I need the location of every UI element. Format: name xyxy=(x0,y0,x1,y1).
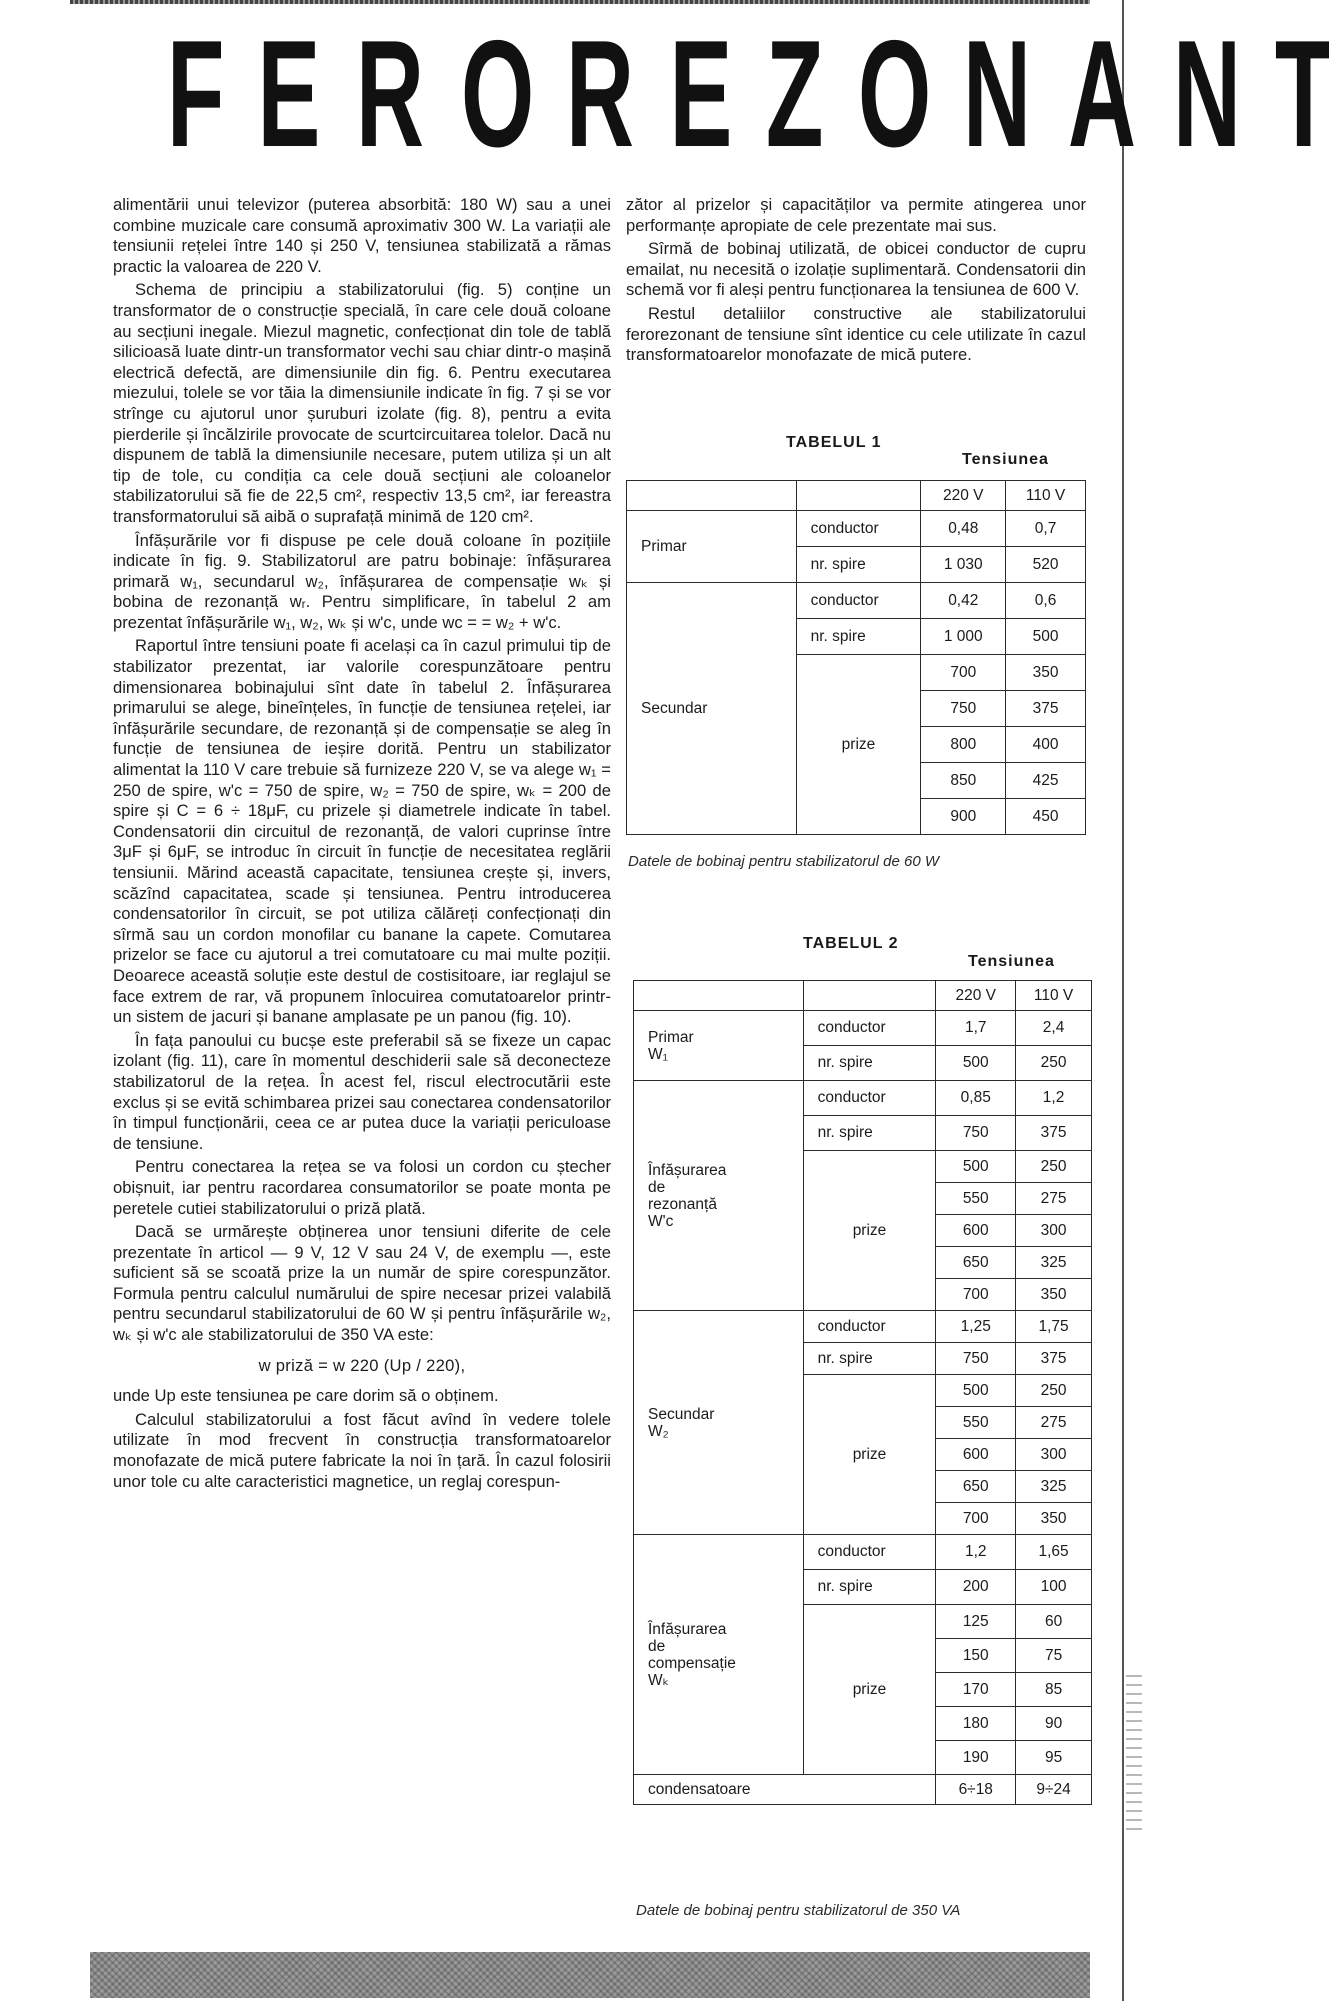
table-row xyxy=(634,1011,1092,1046)
table-cell: 190 xyxy=(936,1741,1016,1775)
row-group-compensatie xyxy=(634,1535,804,1775)
row-group-primar xyxy=(634,1011,804,1081)
title-letter: Z xyxy=(765,9,821,179)
title-letter: R xyxy=(356,9,422,179)
table-cell: 700 xyxy=(921,655,1006,691)
row-label-prize: prize xyxy=(803,1151,936,1311)
paragraph: alimentării unui televizor (puterea absorbită: 180 W) sau a unei combine muzicale care consumă aproximativ 300 W. La variații ale tensiunii rețelei între 140 și 250 V, tensiunea stabilizată a rămas practic la valoarea de 220 V. xyxy=(113,195,611,276)
table-cell: 275 xyxy=(1016,1407,1092,1439)
group-name: rezonanță xyxy=(648,1195,717,1213)
table1-caption: Datele de bobinaj pentru stabilizatorul de 60 W xyxy=(628,853,940,870)
row-label-conductor: conductor xyxy=(803,1011,936,1046)
table-cell: 450 xyxy=(1006,799,1086,835)
row-label-nr-spire: nr. spire xyxy=(803,1343,936,1375)
article-column-right xyxy=(626,195,1086,425)
title-letter: T xyxy=(1274,9,1329,179)
table-cell: 350 xyxy=(1016,1503,1092,1535)
table2 xyxy=(633,980,1092,1805)
table-cell: 1,2 xyxy=(936,1535,1016,1570)
table-row xyxy=(627,481,1086,511)
paragraph: Raportul între tensiuni poate fi același ca în cazul primului tip de stabilizator prezentat, iar valorile corespunzătoare pentru dimensionarea bobinajului sînt date în tabelul 2. Înfășurarea primarului se alege, bineînțeles, în funcție de tensiunea rețelei, iar înfășurările secundare, de rezonanță și de compensație se aleg în funcție de tensiunea de ieșire dorită. Pentru un stabilizator alimentat la 110 V care trebuie să furnizeze 220 V, se va alege w₁ = 250 de spire, w'c = 750 de spire, w₂ = 750 de spire, wₖ = 200 de spire și C = 6 ÷ 18μF, cu prizele și diametrele indicate în tabel. Condensatorii din circuitul de rezonanță, de valori cuprinse între 3μF și 6μF, se introduc în circuit în funcție de necesitatea reglării tensiunii. Mărind această capacitate, tensiunea crește și, invers, scăzînd capacitatea, scade și tensiunea. Pentru introducerea condensatorilor în circuit, se pot utiliza călăreți confecționați din sîrmă sau un cordon monofilar cu banane la capete. Comutarea prizelor se face cu ajutorul a trei comutatoare cu mai multe poziții. Deoarece această soluție este destul de costisitoare, iar reglajul se face extrem de rar, vă propunem înlocuirea comutatoarelor printr-un sistem de jacuri și banane amplasate pe un panou (fig. 10). xyxy=(113,636,611,1027)
paragraph: Schema de principiu a stabilizatorului (fig. 5) conține un transformator de o construcție specială, în care cele două coloane au secțiuni inegale. Miezul magnetic, confecționat din tole de tablă silicioasă luate dintr-un transformator vechi sau chiar dintr-o mașină electrică defectă, are dimensiunile din fig. 6. Pentru executarea miezului, tolele se vor tăia la dimensiunile indicate în fig. 7 și se vor strînge cu ajutorul unor șuruburi izolate (fig. 8), pentru a evita pierderile și încălzirile provocate de scurtcircuitarea tolelor. Dacă nu dispunem de tablă la dimensiunile necesare, putem utiliza și un alt tip de tole, cu condiția ca cele două secțiuni ale coloanelor stabilizatorului să fie de 22,5 cm², respectiv 13,5 cm², iar fereastra transformatorului să aibă o suprafață minimă de 120 cm². xyxy=(113,280,611,526)
table-cell: 900 xyxy=(921,799,1006,835)
table2-caption: Datele de bobinaj pentru stabilizatorul de 350 VA xyxy=(636,1902,961,1919)
table-cell: 200 xyxy=(936,1570,1016,1605)
table-cell: 60 xyxy=(1016,1605,1092,1639)
title-letter: E xyxy=(257,9,318,179)
table-cell: 75 xyxy=(1016,1639,1092,1673)
table-cell: 650 xyxy=(936,1471,1016,1503)
group-name: Înfășurarea xyxy=(648,1620,727,1638)
margin-marks xyxy=(1126,1670,1142,1830)
table-row xyxy=(634,1775,1092,1805)
table2-heading: Tensiunea xyxy=(968,953,1055,970)
title-letter: E xyxy=(669,9,731,179)
col-header-110v: 110 V xyxy=(1006,481,1086,511)
table-row xyxy=(634,981,1092,1011)
row-group-primar: Primar xyxy=(627,511,797,583)
table-cell: 750 xyxy=(936,1116,1016,1151)
group-name: de xyxy=(648,1178,666,1196)
table-cell: 1,2 xyxy=(1016,1081,1092,1116)
table-cell: 1,65 xyxy=(1016,1535,1092,1570)
row-label-nr-spire: nr. spire xyxy=(796,619,921,655)
table-cell: 1 030 xyxy=(921,547,1006,583)
paragraph: unde Up este tensiunea pe care dorim să o obținem. xyxy=(113,1386,499,1406)
table-cell: 750 xyxy=(936,1343,1016,1375)
group-name: de xyxy=(648,1637,666,1655)
table-cell: 350 xyxy=(1016,1279,1092,1311)
table-cell xyxy=(627,481,797,511)
row-label-condensatoare: condensatoare xyxy=(634,1775,936,1805)
table-cell: 500 xyxy=(936,1151,1016,1183)
table-cell: 9÷24 xyxy=(1016,1775,1092,1805)
table-cell xyxy=(803,981,936,1011)
row-label-prize: prize xyxy=(803,1375,936,1535)
page-title xyxy=(150,8,1329,180)
table-cell xyxy=(634,981,804,1011)
table-cell: 250 xyxy=(1016,1046,1092,1081)
row-label-nr-spire: nr. spire xyxy=(803,1570,936,1605)
table-cell: 150 xyxy=(936,1639,1016,1673)
row-group-secundar: Secundar xyxy=(627,583,797,835)
table-cell: 170 xyxy=(936,1673,1016,1707)
group-name: Primar xyxy=(648,1028,694,1046)
table-cell: 800 xyxy=(921,727,1006,763)
formula: w priză = w 220 (Up / 220), xyxy=(258,1355,466,1375)
table-row xyxy=(627,583,1086,619)
paragraph: Sîrmă de bobinaj utilizată, de obicei conductor de cupru emailat, nu necesită o izolație suplimentară. Condensatorii din schemă vor fi aleși pentru funcționarea la tensiunea de 600 V. xyxy=(626,239,1086,300)
table2-title: TABELUL 2 xyxy=(803,935,899,952)
table-cell: 180 xyxy=(936,1707,1016,1741)
table-cell: 600 xyxy=(936,1439,1016,1471)
row-label-nr-spire: nr. spire xyxy=(803,1116,936,1151)
title-letter: O xyxy=(857,9,929,179)
table-cell: 100 xyxy=(1016,1570,1092,1605)
paragraph: zător al prizelor și capacităților va permite atingerea unor performanțe apropiate de cele prezentate mai sus. xyxy=(626,195,1086,235)
table-cell: 0,42 xyxy=(921,583,1006,619)
table1 xyxy=(626,480,1086,835)
table-cell: 1,7 xyxy=(936,1011,1016,1046)
table1-title: TABELUL 1 xyxy=(786,434,882,451)
paragraph: Înfășurările vor fi dispuse pe cele două coloane în pozițiile indicate în fig. 9. Stabilizatorul are patru bobinaje: înfășurarea primară w₁, secundarul w₂, înfășurarea de compensație wₖ și bobina de rezonanță wᵣ. Pentru simplificare, în tabelul 2 am prezentat înfășurările w₁, w₂, wₖ și w'c, unde wc = = w₂ + w'c. xyxy=(113,530,611,632)
table-cell: 550 xyxy=(936,1183,1016,1215)
group-symbol: W₁ xyxy=(648,1045,668,1063)
row-label-conductor: conductor xyxy=(803,1081,936,1116)
table-cell: 400 xyxy=(1006,727,1086,763)
group-name: Secundar xyxy=(648,1405,715,1423)
table-cell: 850 xyxy=(921,763,1006,799)
group-symbol: W'c xyxy=(648,1212,674,1230)
table-row xyxy=(634,1535,1092,1570)
table-cell xyxy=(796,481,921,511)
table-cell: 425 xyxy=(1006,763,1086,799)
title-letter: N xyxy=(1172,9,1239,179)
table1-heading: Tensiunea xyxy=(962,451,1049,468)
table-cell: 375 xyxy=(1006,691,1086,727)
table-cell: 2,4 xyxy=(1016,1011,1092,1046)
table-cell: 600 xyxy=(936,1215,1016,1247)
row-group-secundar xyxy=(634,1311,804,1535)
title-letter: R xyxy=(566,9,632,179)
col-header-110v: 110 V xyxy=(1016,981,1092,1011)
table-cell: 500 xyxy=(936,1375,1016,1407)
table-cell: 300 xyxy=(1016,1215,1092,1247)
table-cell: 250 xyxy=(1016,1151,1092,1183)
group-symbol: Wₖ xyxy=(648,1671,670,1689)
row-label-conductor: conductor xyxy=(796,511,921,547)
title-letter: F xyxy=(166,9,222,179)
table-cell: 250 xyxy=(1016,1375,1092,1407)
right-margin-rule xyxy=(1122,0,1124,2001)
table-cell: 0,48 xyxy=(921,511,1006,547)
table-cell: 325 xyxy=(1016,1471,1092,1503)
table-cell: 1,75 xyxy=(1016,1311,1092,1343)
row-label-conductor: conductor xyxy=(803,1311,936,1343)
table-cell: 90 xyxy=(1016,1707,1092,1741)
col-header-220v: 220 V xyxy=(936,981,1016,1011)
table-cell: 85 xyxy=(1016,1673,1092,1707)
table-row xyxy=(634,1311,1092,1343)
table-cell: 520 xyxy=(1006,547,1086,583)
table-cell: 0,6 xyxy=(1006,583,1086,619)
paragraph: Dacă se urmărește obținerea unor tensiuni diferite de cele prezentate în articol — 9 V, 12 V sau 24 V, de exemplu —, este suficient să se scoată prize la un număr de spire corespunzător. Formula pentru calculul numărului de spire necesar prizei valabilă pentru secundarul stabilizatorului de 60 W și pentru înfășurările w₂, wₖ și w'c ale stabilizatorului de 350 VA este: xyxy=(113,1222,611,1345)
table-cell: 500 xyxy=(1006,619,1086,655)
col-header-220v: 220 V xyxy=(921,481,1006,511)
table-cell: 500 xyxy=(936,1046,1016,1081)
row-label-prize: prize xyxy=(803,1605,936,1775)
table-cell: 275 xyxy=(1016,1183,1092,1215)
paragraph: Pentru conectarea la rețea se va folosi un cordon cu ștecher obișnuit, iar pentru racordarea consumatorilor se poate monta pe peretele cutiei stabilizatorului o priză plată. xyxy=(113,1157,611,1218)
row-group-rezonanta xyxy=(634,1081,804,1311)
table-cell: 6÷18 xyxy=(936,1775,1016,1805)
top-edge-strip xyxy=(70,0,1090,4)
table-cell: 375 xyxy=(1016,1343,1092,1375)
table-cell: 125 xyxy=(936,1605,1016,1639)
table-cell: 550 xyxy=(936,1407,1016,1439)
group-name: compensație xyxy=(648,1654,736,1672)
title-letter: A xyxy=(1067,9,1134,179)
group-symbol: W₂ xyxy=(648,1422,669,1440)
article-column-left xyxy=(113,195,611,1915)
group-name: Înfășurarea xyxy=(648,1161,727,1179)
table-cell: 95 xyxy=(1016,1741,1092,1775)
table-row xyxy=(634,1081,1092,1116)
bottom-pattern-strip xyxy=(90,1952,1090,1998)
paragraph: În fața panoului cu bucșe este preferabil să se fixeze un capac izolant (fig. 11), care în momentul deschiderii sale să deconecteze stabilizatorul de la rețea. În acest fel, riscul electrocutării este exclus și se evită schimbarea prizei sau conectarea condensatorilor în timpul funcționării, ceea ce ar putea duce la variații periculoase de tensiune. xyxy=(113,1030,611,1153)
table-cell: 300 xyxy=(1016,1439,1092,1471)
title-letter: O xyxy=(461,9,533,179)
row-label-prize: prize xyxy=(796,655,921,835)
table-cell: 325 xyxy=(1016,1247,1092,1279)
row-label-nr-spire: nr. spire xyxy=(803,1046,936,1081)
table-cell: 1,25 xyxy=(936,1311,1016,1343)
row-label-conductor: conductor xyxy=(803,1535,936,1570)
table-cell: 750 xyxy=(921,691,1006,727)
table-cell: 700 xyxy=(936,1503,1016,1535)
table-cell: 1 000 xyxy=(921,619,1006,655)
table-cell: 375 xyxy=(1016,1116,1092,1151)
table-cell: 700 xyxy=(936,1279,1016,1311)
table-row xyxy=(627,511,1086,547)
paragraph: Restul detaliilor constructive ale stabilizatorului ferorezonant de tensiune sînt identice cu cele utilizate în cazul transformatoarelor monofazate de mică putere. xyxy=(626,303,1086,365)
row-label-conductor: conductor xyxy=(796,583,921,619)
row-label-nr-spire: nr. spire xyxy=(796,547,921,583)
paragraph: Calculul stabilizatorului a fost făcut avînd în vedere tolele utilizate în mod frecvent în construcția transformatoarelor monofazate de mică putere fabricate la noi în țară. În cazul folosirii unor tole cu alte caracteristici magnetice, un reglaj corespun- xyxy=(113,1409,611,1491)
title-letter: N xyxy=(962,9,1029,179)
table-cell: 0,7 xyxy=(1006,511,1086,547)
table-cell: 650 xyxy=(936,1247,1016,1279)
table-cell: 0,85 xyxy=(936,1081,1016,1116)
table-cell: 350 xyxy=(1006,655,1086,691)
